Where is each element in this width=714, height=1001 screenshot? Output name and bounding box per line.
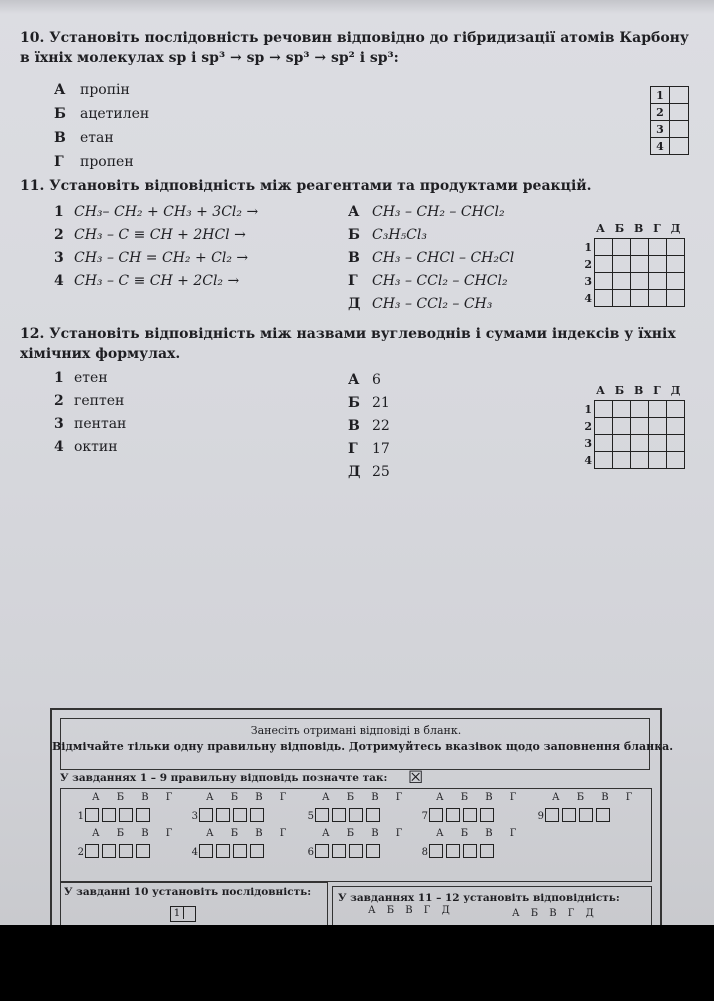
answer-row	[418, 844, 497, 858]
answer-options-header: А Б В Г	[322, 828, 410, 839]
answer-checkbox[interactable]	[480, 844, 494, 858]
question-11-grid-header: А Б В Г Д	[596, 222, 684, 235]
answer-checkbox[interactable]	[332, 844, 346, 858]
answer-options-header: А Б В Г	[552, 792, 640, 803]
task-10-box-number: 1	[171, 907, 184, 919]
answer-cell[interactable]	[595, 256, 613, 273]
tasks-1-9-instruction: У завданнях 1 – 9 правильну відповідь позначте так:	[60, 772, 388, 784]
answer-checkbox[interactable]	[429, 808, 443, 822]
answer-checkbox[interactable]	[596, 808, 610, 822]
answer-cell[interactable]	[667, 273, 685, 290]
task-12-grid-header: А Б В Г Д	[512, 908, 598, 919]
answer-text: 22	[372, 418, 390, 434]
task-number: 4	[191, 847, 198, 858]
option-text: етан	[80, 130, 114, 146]
answer-letter: Б	[348, 227, 360, 243]
answer-cell[interactable]	[649, 435, 667, 452]
grid-row-number: 3	[584, 275, 592, 288]
answer-cell[interactable]	[649, 418, 667, 435]
question-12-text: 12. Установіть відповідність між назвами вуглеводнів і сумами індексів у їхніх хімічних формулах.	[20, 326, 676, 362]
answer-text: C₃H₅Cl₃	[372, 227, 427, 243]
item-number: 3	[54, 416, 64, 432]
answer-checkbox[interactable]	[446, 844, 460, 858]
task-number: 6	[307, 847, 314, 858]
answer-checkbox[interactable]	[199, 808, 213, 822]
item-number: 4	[54, 439, 64, 455]
tasks-11-12-instruction: У завданнях 11 – 12 установіть відповідність:	[338, 892, 620, 904]
item-text: пентан	[74, 416, 127, 432]
task-number: 8	[421, 847, 428, 858]
answer-checkbox[interactable]	[446, 808, 460, 822]
answer-cell[interactable]	[631, 273, 649, 290]
option-letter: Б	[54, 106, 66, 122]
answer-cell[interactable]	[631, 435, 649, 452]
answer-options-header: А Б В Г	[436, 792, 524, 803]
item-number: 1	[54, 204, 64, 220]
question-11-text: 11. Установіть відповідність між реагентами та продуктами реакцій.	[20, 178, 592, 194]
answer-letter: В	[348, 418, 360, 434]
answer-cell[interactable]	[595, 401, 613, 418]
answer-checkbox[interactable]	[349, 808, 363, 822]
page-top-edge	[0, 0, 714, 14]
answer-checkbox[interactable]	[102, 808, 116, 822]
answer-checkbox[interactable]	[119, 844, 133, 858]
answer-text: CH₃ – CH₂ – CHCl₂	[372, 204, 505, 220]
answer-cell[interactable]	[613, 239, 631, 256]
answer-row	[304, 844, 383, 858]
answer-cell[interactable]	[667, 239, 685, 256]
item-number: 2	[54, 393, 64, 409]
answer-cell[interactable]	[667, 256, 685, 273]
option-text: ацетилен	[80, 106, 150, 122]
answer-row	[74, 808, 153, 822]
answer-cell[interactable]	[649, 256, 667, 273]
answer-cell[interactable]	[649, 273, 667, 290]
answer-row	[534, 808, 613, 822]
answer-cell[interactable]	[667, 452, 685, 469]
item-text: октин	[74, 439, 118, 455]
question-11-row-numbers	[580, 239, 592, 307]
answer-cell[interactable]	[670, 104, 689, 121]
form-subtitle: Відмічайте тільки одну правильну відповідь. Дотримуйтесь вказівок щодо заповнення бланка.	[52, 740, 674, 753]
answer-checkbox[interactable]	[216, 808, 230, 822]
answer-cell[interactable]	[595, 239, 613, 256]
option-letter: В	[54, 130, 66, 146]
answer-cell[interactable]	[667, 435, 685, 452]
answer-checkbox[interactable]	[366, 808, 380, 822]
question-10-answer-grid	[650, 86, 689, 155]
answer-options-header: А Б В Г	[436, 828, 524, 839]
item-number: 1	[54, 370, 64, 386]
answer-checkbox[interactable]	[579, 808, 593, 822]
answer-checkbox[interactable]	[250, 808, 264, 822]
grid-row-number: 3	[651, 121, 670, 138]
grid-row-number: 2	[584, 258, 592, 271]
answer-checkbox[interactable]	[233, 844, 247, 858]
answer-checkbox[interactable]	[545, 808, 559, 822]
answer-cell[interactable]	[595, 452, 613, 469]
answer-cell[interactable]	[631, 452, 649, 469]
task-11-grid-header: А Б В Г Д	[368, 905, 454, 916]
answer-checkbox[interactable]	[250, 844, 264, 858]
item-text: гептен	[74, 393, 125, 409]
answer-checkbox[interactable]	[136, 808, 150, 822]
answer-cell[interactable]	[595, 290, 613, 307]
item-text: CH₃ – C ≡ CH + 2HCl →	[74, 227, 246, 243]
answer-letter: Г	[348, 441, 358, 457]
item-text: CH₃ – CH = CH₂ + Cl₂ →	[74, 250, 249, 266]
option-letter: Г	[54, 154, 64, 170]
answer-cell[interactable]	[649, 401, 667, 418]
answer-checkbox[interactable]	[463, 844, 477, 858]
answer-letter: Б	[348, 395, 360, 411]
task-number: 1	[77, 811, 84, 822]
answer-row	[418, 808, 497, 822]
answer-cell[interactable]	[670, 121, 689, 138]
task-10-answer-box	[170, 906, 196, 922]
answer-cell[interactable]	[595, 273, 613, 290]
grid-row-number: 1	[584, 403, 592, 416]
grid-row-number: 3	[584, 437, 592, 450]
answer-checkbox[interactable]	[199, 844, 213, 858]
answer-cell[interactable]	[667, 290, 685, 307]
answer-checkbox[interactable]	[315, 844, 329, 858]
task-10-instruction: У завданні 10 установіть послідовність:	[64, 886, 312, 898]
answer-text: CH₃ – CHCl – CH₂Cl	[372, 250, 515, 266]
grid-row-number: 4	[651, 138, 670, 155]
option-text: пропен	[80, 154, 134, 170]
grid-row-number: 4	[584, 292, 592, 305]
answer-text: 21	[372, 395, 390, 411]
answer-checkbox[interactable]	[102, 844, 116, 858]
answer-cell[interactable]	[613, 435, 631, 452]
answer-cell[interactable]	[670, 138, 689, 155]
answer-checkbox[interactable]	[480, 808, 494, 822]
checked-box-icon: ☒	[408, 768, 424, 788]
answer-checkbox[interactable]	[216, 844, 230, 858]
answer-checkbox[interactable]	[332, 808, 346, 822]
answer-options-header: А Б В Г	[206, 828, 294, 839]
question-12-answer-grid	[594, 400, 685, 469]
answer-cell[interactable]	[667, 418, 685, 435]
answer-row	[188, 808, 267, 822]
grid-row-number: 1	[584, 241, 592, 254]
item-number: 4	[54, 273, 64, 289]
answer-checkbox[interactable]	[349, 844, 363, 858]
task-number: 7	[421, 811, 428, 822]
task-number: 5	[307, 811, 314, 822]
answer-cell[interactable]	[613, 418, 631, 435]
answer-cell[interactable]	[613, 401, 631, 418]
answer-cell[interactable]	[613, 452, 631, 469]
answer-text: CH₃ – CCl₂ – CH₃	[372, 296, 493, 312]
answer-cell[interactable]	[631, 290, 649, 307]
answer-checkbox[interactable]	[85, 844, 99, 858]
answer-row	[304, 808, 383, 822]
answer-cell[interactable]	[613, 256, 631, 273]
grid-row-number: 2	[651, 104, 670, 121]
answer-text: 17	[372, 441, 390, 457]
answer-cell[interactable]	[631, 418, 649, 435]
answer-checkbox[interactable]	[85, 808, 99, 822]
answer-letter: А	[348, 204, 360, 220]
answer-checkbox[interactable]	[562, 808, 576, 822]
answer-cell[interactable]	[649, 290, 667, 307]
answer-letter: А	[348, 372, 360, 388]
question-12-grid-header: А Б В Г Д	[596, 384, 684, 397]
answer-checkbox[interactable]	[136, 844, 150, 858]
answer-row	[188, 844, 267, 858]
answer-text: 6	[372, 372, 381, 388]
answer-checkbox[interactable]	[463, 808, 477, 822]
answer-cell[interactable]	[631, 401, 649, 418]
form-title: Занесіть отримані відповіді в бланк.	[250, 724, 462, 737]
answer-cell[interactable]	[649, 452, 667, 469]
answer-cell[interactable]	[631, 239, 649, 256]
item-text: етен	[74, 370, 108, 386]
option-letter: А	[54, 82, 66, 98]
answer-letter: Д	[348, 464, 361, 480]
answer-checkbox[interactable]	[233, 808, 247, 822]
answer-cell[interactable]	[649, 239, 667, 256]
question-10-text: 10. Установіть послідовність речовин відповідно до гібридизації атомів Карбону в їхніх молекулах sp і sp³ → sp → sp³ → sp² і sp³:	[20, 30, 689, 66]
question-12-row-numbers	[580, 401, 592, 469]
answer-letter: Д	[348, 296, 361, 312]
answer-checkbox[interactable]	[366, 844, 380, 858]
answer-cell[interactable]	[631, 256, 649, 273]
answer-options-header: А Б В Г	[206, 792, 294, 803]
answer-cell[interactable]	[595, 435, 613, 452]
item-text: CH₃ – C ≡ CH + 2Cl₂ →	[74, 273, 240, 289]
task-number: 9	[537, 811, 544, 822]
item-text: CH₃– CH₂ + CH₃ + 3Cl₂ →	[74, 204, 259, 220]
grid-row-number: 2	[584, 420, 592, 433]
answer-options-header: А Б В Г	[92, 828, 180, 839]
question-11-answer-grid	[594, 238, 685, 307]
option-text: пропін	[80, 82, 130, 98]
grid-row-number: 1	[651, 87, 670, 104]
answer-cell[interactable]	[595, 418, 613, 435]
task-number: 3	[191, 811, 198, 822]
answer-sheet-instructions	[50, 708, 674, 925]
answer-text: 25	[372, 464, 390, 480]
answer-options-header: А Б В Г	[92, 792, 180, 803]
answer-cell[interactable]	[667, 401, 685, 418]
answer-cell[interactable]	[613, 290, 631, 307]
answer-checkbox[interactable]	[315, 808, 329, 822]
answer-options-header: А Б В Г	[322, 792, 410, 803]
answer-checkbox[interactable]	[429, 844, 443, 858]
item-number: 2	[54, 227, 64, 243]
task-number: 2	[77, 847, 84, 858]
answer-letter: Г	[348, 273, 358, 289]
answer-cell[interactable]	[613, 273, 631, 290]
answer-cell[interactable]	[670, 87, 689, 104]
answer-row	[74, 844, 153, 858]
answer-text: CH₃ – CCl₂ – CHCl₂	[372, 273, 508, 289]
grid-row-number: 4	[584, 454, 592, 467]
answer-checkbox[interactable]	[119, 808, 133, 822]
answer-letter: В	[348, 250, 360, 266]
item-number: 3	[54, 250, 64, 266]
